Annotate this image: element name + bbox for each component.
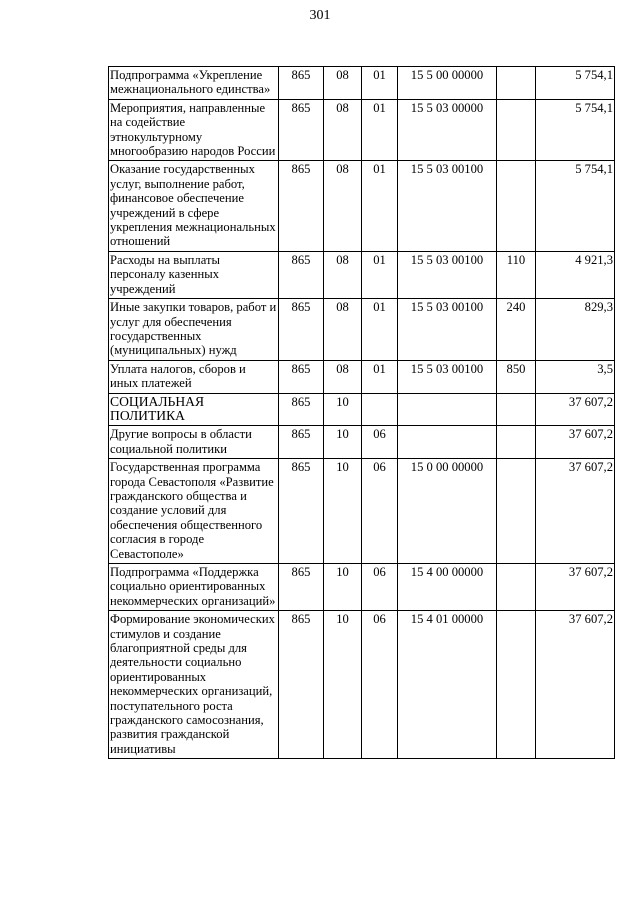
row-section: 08 (324, 161, 362, 251)
table-row (109, 611, 615, 759)
row-name: Расходы на выплаты персоналу казенных учреждений (109, 251, 279, 298)
row-subsection: 01 (362, 360, 398, 393)
table-row (109, 161, 615, 251)
row-amount: 3,5 (536, 360, 615, 393)
row-expense-type: 240 (497, 299, 536, 361)
row-amount: 37 607,2 (536, 611, 615, 759)
row-subsection: 06 (362, 459, 398, 564)
row-amount: 5 754,1 (536, 99, 615, 161)
row-target-article: 15 0 00 00000 (398, 459, 497, 564)
row-section: 08 (324, 360, 362, 393)
page-number: 301 (309, 8, 331, 23)
row-name: Подпрограмма «Укрепление межнационального единства» (109, 67, 279, 100)
row-subsection: 01 (362, 251, 398, 298)
row-admin-code: 865 (279, 251, 324, 298)
row-name: СОЦИАЛЬНАЯ ПОЛИТИКА (109, 393, 279, 426)
row-amount: 37 607,2 (536, 459, 615, 564)
row-name: Иные закупки товаров, работ и услуг для обеспечения государственных (муниципальных) нужд (109, 299, 279, 361)
row-subsection: 06 (362, 564, 398, 611)
row-admin-code: 865 (279, 459, 324, 564)
row-subsection: 01 (362, 161, 398, 251)
row-expense-type: 110 (497, 251, 536, 298)
row-target-article: 15 5 03 00100 (398, 299, 497, 361)
table-row (109, 393, 615, 426)
row-target-article: 15 4 00 00000 (398, 564, 497, 611)
row-expense-type: 850 (497, 360, 536, 393)
row-admin-code: 865 (279, 393, 324, 426)
table-row (109, 99, 615, 161)
row-amount: 37 607,2 (536, 393, 615, 426)
row-amount: 5 754,1 (536, 67, 615, 100)
row-expense-type (497, 459, 536, 564)
row-amount: 829,3 (536, 299, 615, 361)
table-row (109, 299, 615, 361)
row-expense-type (497, 611, 536, 759)
row-section: 08 (324, 99, 362, 161)
row-section: 10 (324, 611, 362, 759)
row-name: Формирование экономических стимулов и создание благоприятной среды для деятельности социально ориентированных некоммерческих организаций, поступательного роста гражданского самосознания, развития гражданской инициативы (109, 611, 279, 759)
row-admin-code: 865 (279, 360, 324, 393)
table-row (109, 426, 615, 459)
row-target-article: 15 5 03 00100 (398, 251, 497, 298)
row-expense-type (497, 99, 536, 161)
row-admin-code: 865 (279, 67, 324, 100)
row-name: Оказание государственных услуг, выполнение работ, финансовое обеспечение учреждений в сфере укрепления межнациональных отношений (109, 161, 279, 251)
row-admin-code: 865 (279, 426, 324, 459)
row-amount: 37 607,2 (536, 426, 615, 459)
table-row (109, 564, 615, 611)
row-expense-type (497, 393, 536, 426)
row-section: 10 (324, 426, 362, 459)
row-expense-type (497, 564, 536, 611)
table-row (109, 360, 615, 393)
table-row (109, 459, 615, 564)
row-name: Государственная программа города Севастополя «Развитие гражданского общества и создание условий для обеспечения общественного согласия в городе Севастополе» (109, 459, 279, 564)
row-target-article: 15 4 01 00000 (398, 611, 497, 759)
row-section: 10 (324, 564, 362, 611)
budget-table (108, 66, 615, 759)
row-name: Другие вопросы в области социальной политики (109, 426, 279, 459)
row-target-article: 15 5 03 00100 (398, 360, 497, 393)
row-expense-type (497, 426, 536, 459)
row-admin-code: 865 (279, 299, 324, 361)
row-expense-type (497, 67, 536, 100)
row-subsection: 01 (362, 99, 398, 161)
row-admin-code: 865 (279, 99, 324, 161)
row-subsection: 06 (362, 426, 398, 459)
row-admin-code: 865 (279, 611, 324, 759)
row-subsection: 06 (362, 611, 398, 759)
table-row (109, 67, 615, 100)
row-target-article: 15 5 00 00000 (398, 67, 497, 100)
row-name: Мероприятия, направленные на содействие этнокультурному многообразию народов России (109, 99, 279, 161)
row-admin-code: 865 (279, 161, 324, 251)
row-subsection: 01 (362, 67, 398, 100)
row-section: 10 (324, 459, 362, 564)
row-section: 10 (324, 393, 362, 426)
row-section: 08 (324, 251, 362, 298)
row-section: 08 (324, 67, 362, 100)
row-amount: 4 921,3 (536, 251, 615, 298)
row-expense-type (497, 161, 536, 251)
row-name: Уплата налогов, сборов и иных платежей (109, 360, 279, 393)
row-subsection (362, 393, 398, 426)
row-amount: 5 754,1 (536, 161, 615, 251)
table-row (109, 251, 615, 298)
row-target-article (398, 426, 497, 459)
row-admin-code: 865 (279, 564, 324, 611)
row-section: 08 (324, 299, 362, 361)
row-target-article: 15 5 03 00000 (398, 99, 497, 161)
row-target-article: 15 5 03 00100 (398, 161, 497, 251)
row-target-article (398, 393, 497, 426)
row-subsection: 01 (362, 299, 398, 361)
row-amount: 37 607,2 (536, 564, 615, 611)
row-name: Подпрограмма «Поддержка социально ориентированных некоммерческих организаций» (109, 564, 279, 611)
